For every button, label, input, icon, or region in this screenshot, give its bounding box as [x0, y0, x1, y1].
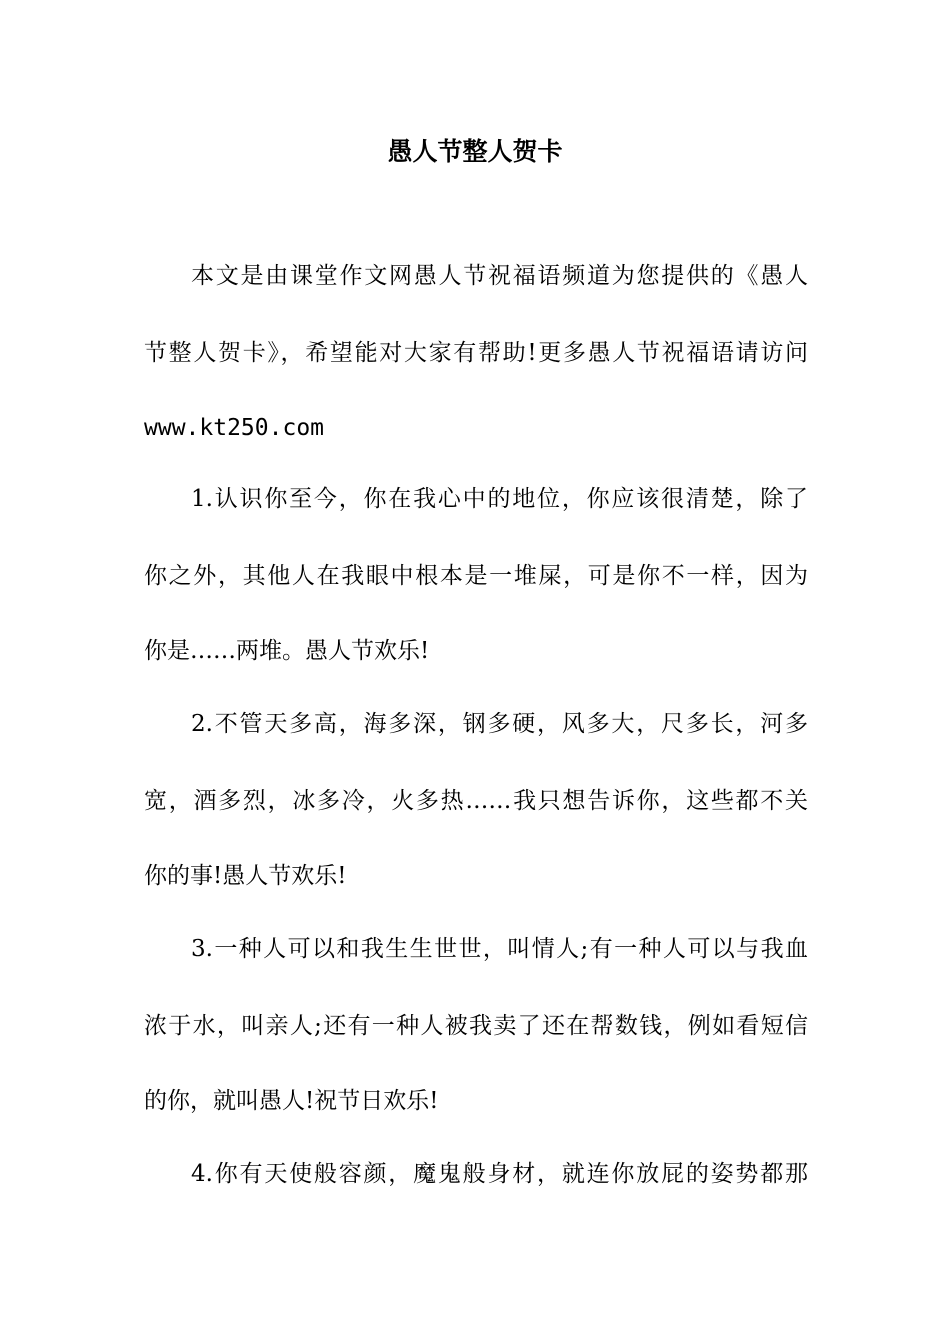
document-title: 愚人节整人贺卡: [387, 137, 563, 166]
text-line-2: 节整人贺卡》，希望能对大家有帮助!更多愚人节祝福语请访问: [144, 340, 808, 366]
text-line-4: 1.认识你至今，你在我心中的地位，你应该很清楚，除了: [191, 486, 808, 512]
text-line-7: 2.不管天多高，海多深，钢多硬，风多大，尺多长，河多: [191, 711, 808, 737]
text-line-1: 本文是由课堂作文网愚人节祝福语频道为您提供的《愚人: [191, 263, 808, 289]
text-line-5: 你之外，其他人在我眼中根本是一堆屎，可是你不一样，因为: [144, 563, 808, 589]
text-line-11: 浓于水，叫亲人;还有一种人被我卖了还在帮数钱，例如看短信: [144, 1013, 808, 1039]
text-line-url: www.kt250.com: [144, 415, 325, 441]
text-line-10: 3.一种人可以和我生生世世，叫情人;有一种人可以与我血: [191, 936, 808, 962]
text-line-6: 你是……两堆。愚人节欢乐!: [144, 638, 430, 664]
text-line-12: 的你，就叫愚人!祝节日欢乐!: [144, 1088, 439, 1114]
text-line-9: 你的事!愚人节欢乐!: [144, 863, 347, 889]
text-line-13: 4.你有天使般容颜，魔鬼般身材，就连你放屁的姿势都那: [191, 1161, 808, 1187]
text-line-8: 宽，酒多烈，冰多冷，火多热……我只想告诉你，这些都不关: [144, 788, 808, 814]
